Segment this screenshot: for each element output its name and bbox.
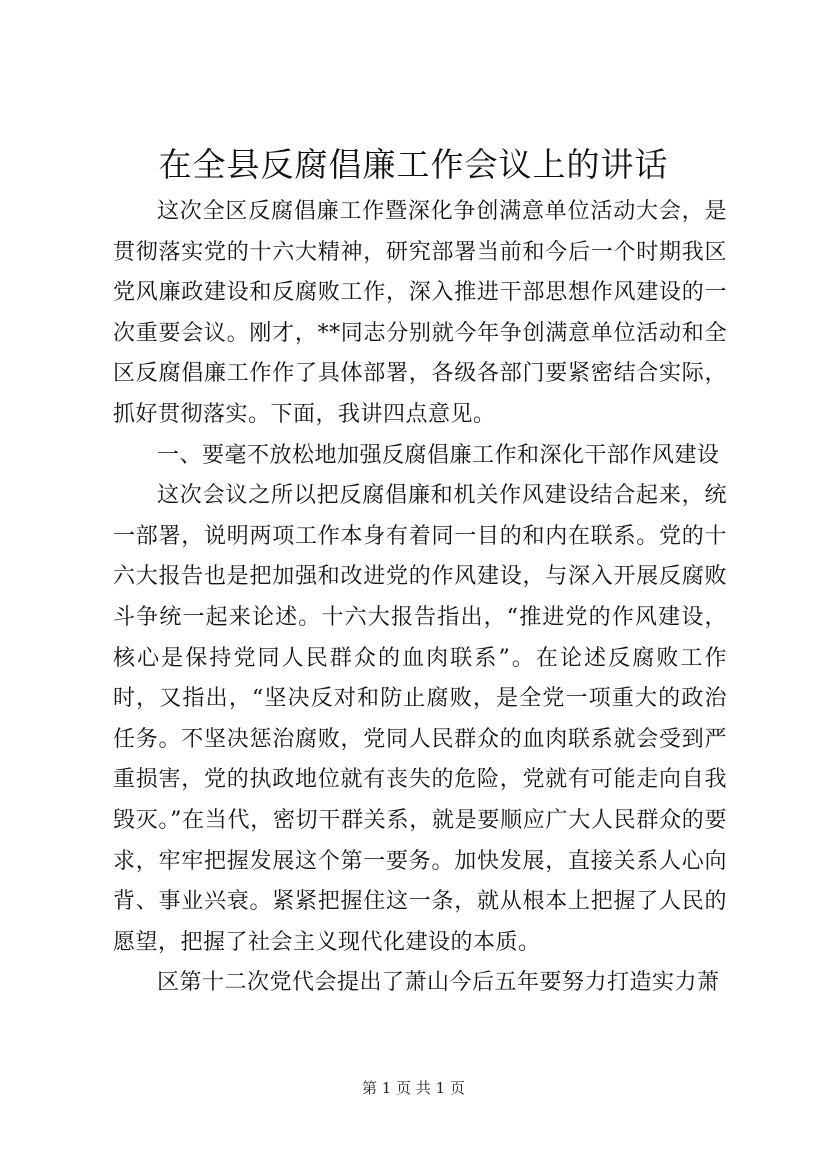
paragraph-section-1: 这次会议之所以把反腐倡廉和机关作风建设结合起来，统一部署，说明两项工作本身有着同一目的和内在联系。党的十六大报告也是把加强和改进党的作风建设，与深入开展反腐败斗争统一起来论述。十六大报告指出，“推进党的作风建设，核心是保持党同人民群众的血肉联系”。在论述反腐败工作时，又指出，“坚决反对和防止腐败，是全党一项重大的政治任务。不坚决惩治腐败，党同人民群众的血肉联系就会受到严重损害，党的执政地位就有丧失的危险，党就有可能走向自我毁灭。”在当代，密切干群关系，就是要顺应广大人民群众的要求，牢牢把握发展这个第一要务。加快发展，直接关系人心向背、事业兴衰。紧紧把握住这一条，就从根本上把握了人民的愿望，把握了社会主义现代化建设的本质。 <box>113 483 727 955</box>
paragraph-section-1-continued: 区第十二次党代会提出了萧山今后五年要努力打造实力萧 <box>157 970 720 996</box>
section-heading-1: 一、要毫不放松地加强反腐倡廉工作和深化干部作风建设 <box>157 442 720 468</box>
document-body <box>113 192 727 1004</box>
document-title: 在全县反腐倡廉工作会议上的讲话 <box>158 145 669 184</box>
paragraph-intro: 这次全区反腐倡廉工作暨深化争创满意单位活动大会，是贯彻落实党的十六大精神，研究部署当前和今后一个时期我区党风廉政建设和反腐败工作，深入推进干部思想作风建设的一次重要会议。刚才，**同志分别就今年争创满意单位活动和全区反腐倡廉工作作了具体部署，各级各部门要紧密结合实际，抓好贯彻落实。下面，我讲四点意见。 <box>113 199 727 427</box>
page-number-footer: 第 1 页 共 1 页 <box>362 1079 465 1097</box>
